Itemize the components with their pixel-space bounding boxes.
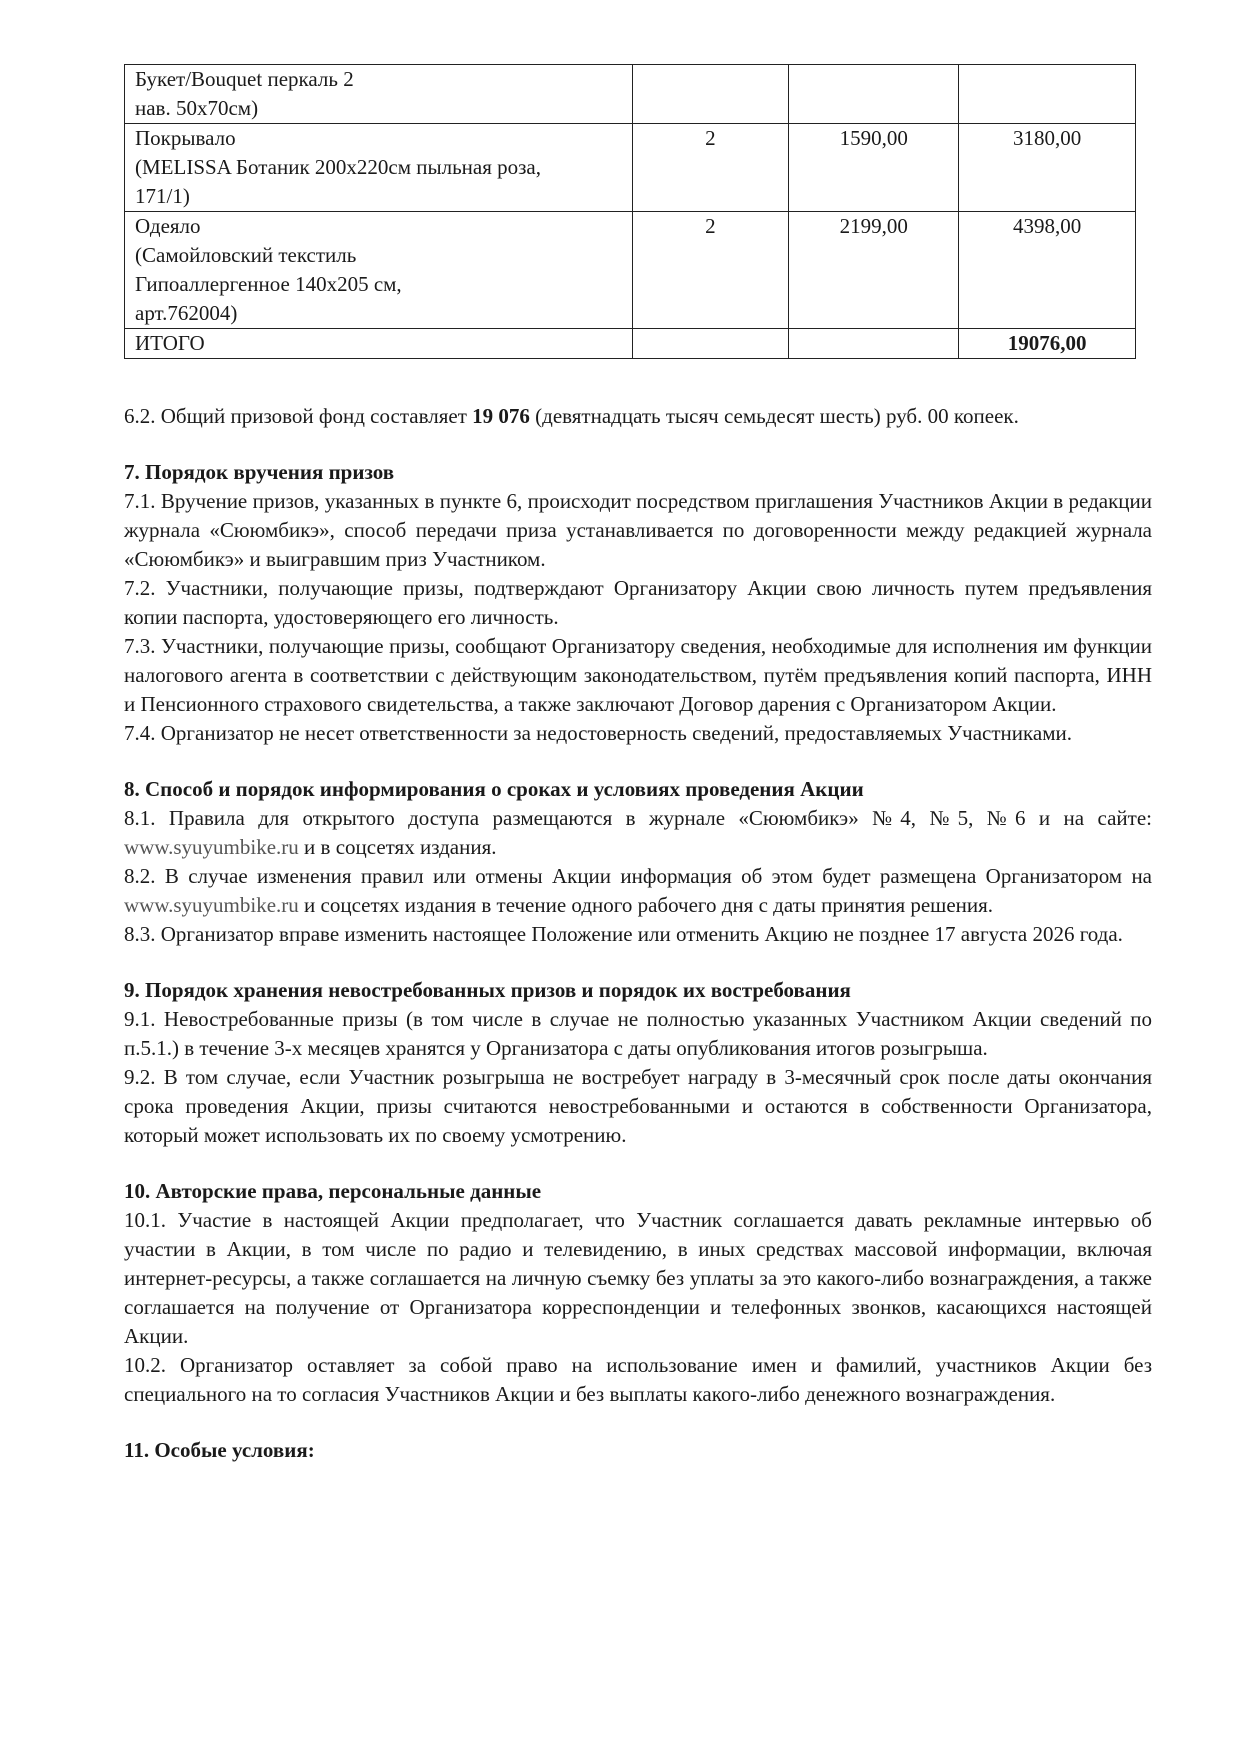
item-name-cell <box>125 65 633 124</box>
table-total-row <box>125 329 1136 359</box>
item-total-cell: 4398,00 <box>959 212 1136 329</box>
table-row <box>125 65 1136 124</box>
item-total-cell: 3180,00 <box>959 124 1136 212</box>
item-name-cell <box>125 124 633 212</box>
paragraph-8-3: 8.3. Организатор вправе изменить настоящее Положение или отменить Акцию не позднее 17 августа 2026 года. <box>124 922 1123 946</box>
paragraph-7-2: 7.2. Участники, получающие призы, подтверждают Организатору Акции свою личность путем предъявления копии паспорта, удостоверяющего его личность. <box>124 576 1152 629</box>
paragraph-9-2: 9.2. В том случае, если Участник розыгрыша не востребует награду в 3-месячный срок после даты окончания срока проведения Акции, призы считаются невостребованными и остаются в собственности Организатора, который может использовать их по своему усмотрению. <box>124 1065 1152 1147</box>
total-label-cell: ИТОГО <box>125 329 633 359</box>
item-price-cell <box>789 65 959 124</box>
paragraph-10-2: 10.2. Организатор оставляет за собой право на использование имен и фамилий, участников Акции без специального на то согласия Участников Акции и без выплаты какого-либо денежного вознаграждения. <box>124 1353 1152 1406</box>
section-7-heading: 7. Порядок вручения призов <box>124 460 395 484</box>
item-qty-cell <box>632 65 788 124</box>
paragraph-10-1: 10.1. Участие в настоящей Акции предполагает, что Участник соглашается давать рекламные интервью об участии в Акции, в том числе по радио и телевидению, в иных средствах массовой информации, включая интернет-ресурсы, а также соглашается на личную съемку без уплаты за это какого-либо вознаграждения, а также соглашается на получение от Организатора корреспонденции и телефонных звонков, касающихся настоящей Акции. <box>124 1208 1152 1348</box>
item-name-line: (MELISSA Ботаник 200x220см пыльная роза, <box>135 155 541 179</box>
item-total-cell <box>959 65 1136 124</box>
item-name-line: (Самойловский текстиль <box>135 243 357 267</box>
document-body <box>124 402 1152 1465</box>
text-span: 6.2. Общий призовой фонд составляет <box>124 404 473 428</box>
text-span: 8.1. Правила для открытого доступа размещаются в журнале «Сююмбикэ» №4, №5, №6 и на сайте: <box>124 806 1152 830</box>
total-value-cell: 19076,00 <box>959 329 1136 359</box>
table-row <box>125 124 1136 212</box>
item-name-line: Гипоаллергенное 140x205 см, <box>135 272 402 296</box>
text-span: и соцсетях издания в течение одного рабочего дня с даты принятия решения. <box>298 893 994 917</box>
paragraph-8-1 <box>124 804 1152 862</box>
empty-cell <box>789 329 959 359</box>
item-name-line: 171/1) <box>135 184 190 208</box>
item-name-line: Букет/Bouquet перкаль 2 <box>135 67 354 91</box>
text-span: и в соцсетях издания. <box>298 835 497 859</box>
item-name-line: Одеяло <box>135 214 201 238</box>
site-link[interactable]: www.syuyumbike.ru <box>124 893 299 917</box>
item-name-line: Покрывало <box>135 126 236 150</box>
item-name-line: нав. 50x70см) <box>135 96 259 120</box>
paragraph-7-3: 7.3. Участники, получающие призы, сообщают Организатору сведения, необходимые для исполнения им функции налогового агента в соответствии с действующим законодательством, путём предъявления копий паспорта, ИНН и Пенсионного страхового свидетельства, а также заключают Договор дарения с Организатором Акции. <box>124 634 1152 716</box>
item-name-cell <box>125 212 633 329</box>
text-span: (девятнадцать тысяч семьдесят шесть) руб. 00 копеек. <box>529 404 1019 428</box>
section-10-heading: 10. Авторские права, персональные данные <box>124 1179 542 1203</box>
item-qty-cell: 2 <box>632 212 788 329</box>
text-span: 8.2. В случае изменения правил или отмены Акции информация об этом будет размещена Организатором на <box>124 864 1152 888</box>
prize-table <box>124 64 1136 359</box>
paragraph-9-1: 9.1. Невостребованные призы (в том числе в случае не полностью указанных Участником Акции сведений по п.5.1.) в течение 3-х месяцев хранятся у Организатора с даты опубликования итогов розыгрыша. <box>124 1007 1152 1060</box>
table-row <box>125 212 1136 329</box>
paragraph-6-2 <box>124 402 1152 431</box>
item-price-cell: 2199,00 <box>789 212 959 329</box>
item-name-line: арт.762004) <box>135 301 238 325</box>
paragraph-7-4: 7.4. Организатор не несет ответственности за недостоверность сведений, предоставляемых Участниками. <box>124 721 1072 745</box>
paragraph-7-1: 7.1. Вручение призов, указанных в пункте 6, происходит посредством приглашения Участников Акции в редакции журнала «Сююмбикэ», способ передачи приза устанавливается по договоренности между редакцией журнала «Сююмбикэ» и выигравшим приз Участником. <box>124 489 1152 571</box>
empty-cell <box>632 329 788 359</box>
section-8-heading: 8. Способ и порядок информирования о сроках и условиях проведения Акции <box>124 777 864 801</box>
site-link[interactable]: www.syuyumbike.ru <box>124 835 299 859</box>
section-9-heading: 9. Порядок хранения невостребованных призов и порядок их востребования <box>124 978 851 1002</box>
section-11-heading: 11. Особые условия: <box>124 1438 315 1462</box>
prize-fund-amount: 19 076 <box>472 404 530 428</box>
item-price-cell: 1590,00 <box>789 124 959 212</box>
item-qty-cell: 2 <box>632 124 788 212</box>
paragraph-8-2 <box>124 862 1152 920</box>
